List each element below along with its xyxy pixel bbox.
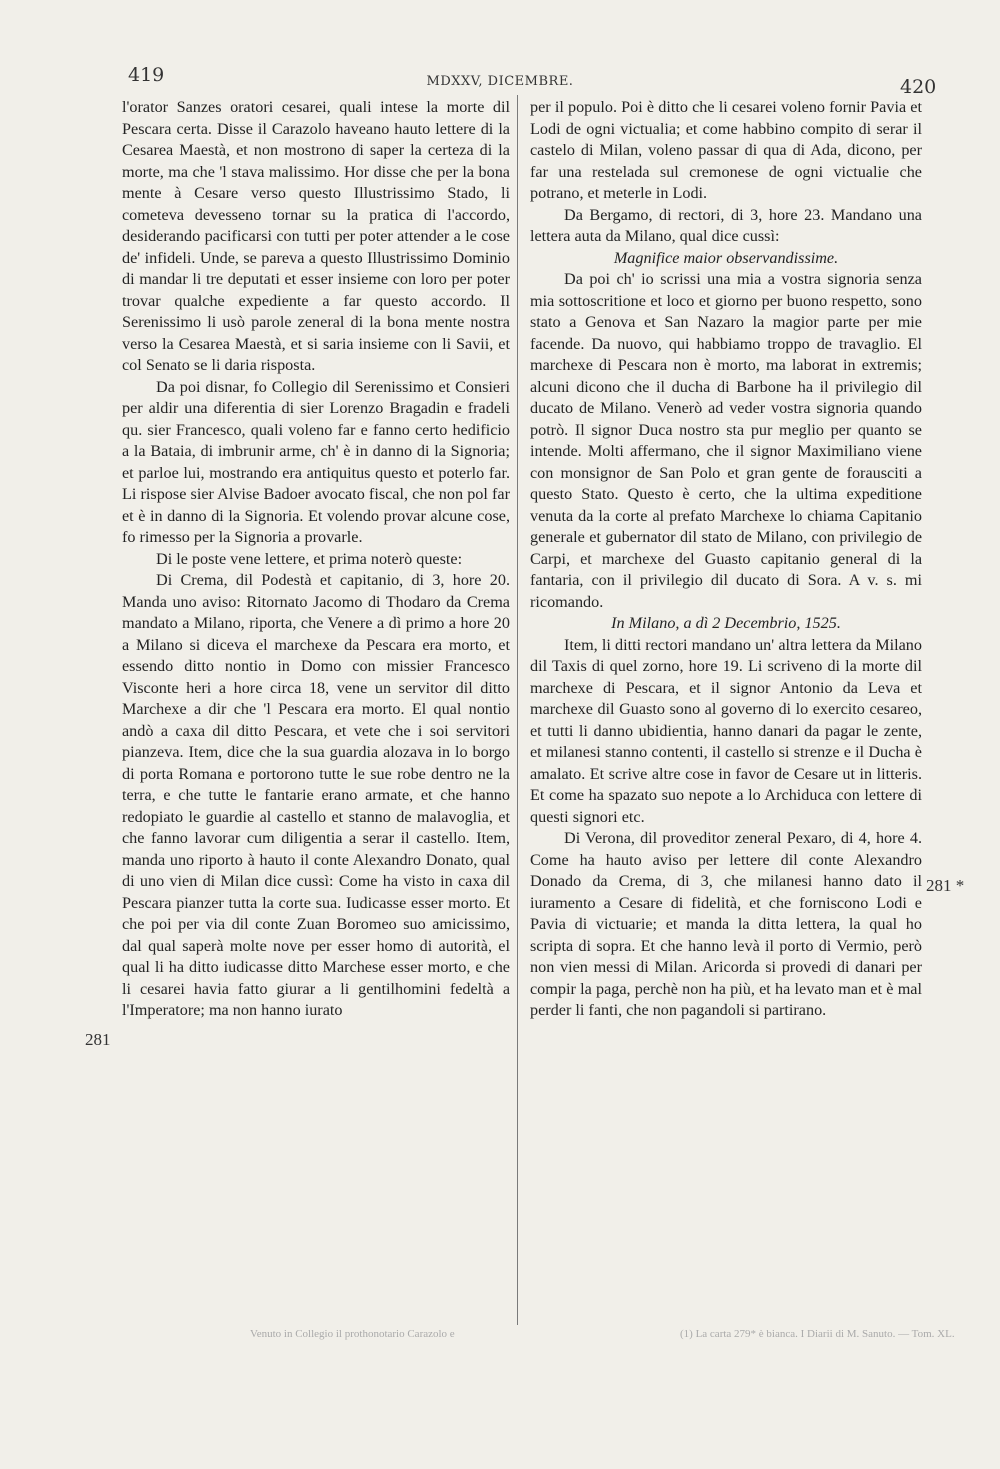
paragraph: l'orator Sanzes oratori cesarei, quali intese la morte dil Pescara certa. Disse il Carazolo haveano hauto lettere di la Cesarea Maestà, et non mostrono di saper la certeza di la morte, ma che 'l stava malissimo. Hor disse che per la bona mente à Cesare verso questo Illustrissimo Stado, li cometeva devesseno tornar su la pratica di l'accordo, desiderando pacificarsi con tutti per poter attender a le cose de' infideli. Unde, se pareva a questo Illustrissimo Dominio di mandar li tre deputati et esser insieme con loro per poter trovar qualche expediente a far questo accordo. Il Serenissimo li usò parole zeneral di la bona mente nostra verso la Cesarea Maestà, et si saria insieme con li Savii, et col Senato se li daria risposta. xyxy=(122,98,510,374)
bleed-through-left: Venuto in Collegio il prothonotario Carazolo e xyxy=(250,1328,455,1340)
column-divider xyxy=(517,95,518,1325)
paragraph: Di le poste vene lettere, et prima noterò queste: xyxy=(156,549,463,568)
paragraph: Da poi disnar, fo Collegio dil Serenissimo et Consieri per aldir una diferentia di sier Lorenzo Bragadin e fradeli qu. sier Francesco, quali voleno far e fanno certo hedificio a la Bataia, di imbrunir arme, ch' è in danno di la Signoria; et parloe lui, mostrando era antiquitus questo et poterlo far. Li rispose sier Alvise Badoer avocato fiscal, che non pol far et è in danno di la Signoria. Et volendo provar alcune cose, fo rimesso per la Signoria a provarle. xyxy=(122,377,510,546)
paragraph: Di Verona, dil proveditor zeneral Pexaro, di 4, hore 4. Come ha hauto aviso per lettere dil conte Alexandro Donado da Crema, di 3, che milanesi hanno dato il iuramento a Cesare di fidelità, et che forniscono Lodi e Pavia di victuarie; et manda la ditta lettera, la qual ho scripta di sopra. Et che hanno levà il porto di Vermio, però non vien messi di Milan. Aricorda si provedi di danari per compir la paga, perchè non ha più, et ha levato man et è mal perder li fanti, che non pagandoli si partirano. xyxy=(530,829,922,1019)
paragraph: Da poi ch' io scrissi una mia a vostra signoria senza mia sottoscritione et loco et giorno per buono respetto, sono stato a Genova et San Nazaro la magior parte per mie facende. Da nuovo, qui habbiamo troppo de travaglio. El marchexe di Pescara non è morto, ma laborat in extremis; alcuni dicono che il ducha di Barbone ha il privilegio dil ducato de Milano. Venerò ad veder vostra signoria quando potrò. Il signor Duca nostro sta pur meglio per quanto se intende. Molti affermano, che il signor Maximiliano viene con monsignor de San Polo et gran gente de forausciti a questo Stato. Questo è certo, che la ultima expeditione venuta da la corte al prefato Marchexe lo chiama Capitanio generale et gubernator dil stato de Milano, con privilegio de Carpi, et marchexe del Guasto capitanio general di la fantaria, con il privilegio dil ducato di Sora. A v. s. mi ricomando. xyxy=(530,270,922,611)
left-page-number: 419 xyxy=(128,64,165,86)
margin-note-left: 281 xyxy=(85,1030,111,1049)
left-column xyxy=(122,97,510,1022)
letter-salutation: Magnifice maior observandissime. xyxy=(613,248,839,267)
right-column xyxy=(530,97,922,1022)
paragraph: Item, li ditti rectori mandano un' altra lettera da Milano dil Taxis di quel zorno, hore 19. Li scriveno di la morte dil marchexe di Pescara, et il signor Antonio da Leva et marchexe dil Guasto sono al governo di lo exercito cesareo, et tutti li danno ubidientia, hanno danari da pagar le zente, et milanesi stanno contenti, il castello si strenze e il Ducha è amalato. Et scrive altre cose in favor de Cesare ut in litteris. Et come ha spazato suo nepote a lo Archiduca con lettere di questi signori etc. xyxy=(530,635,922,826)
paragraph: Di Crema, dil Podestà et capitanio, di 3, hore 20. Manda uno aviso: Ritornato Jacomo di Thodaro da Crema mandato a Milano, riporta, che Venere a dì primo a hore 20 a Milano si diceva el marchexe da Pescara era morto, et essendo ditto nontio in Domo con missier Francesco Visconte heri a hore circa 18, vene un servitor dil ditto Marchexe a dir che 'l Pescara era morto. El qual nontio andò a caxa dil ditto Pescara, et vete che i soi servitori pianzeva. Item, dice che la sua guardia alozava in lo borgo di porta Romana e portorono tutte le sue robe dentro ne la terra, e che tutte le fantarie erano armate, et che hanno redopiato le guardie al castello et stanno de malavoglia, et che fanno lavorar cum diligentia a serar il castello. Item, manda uno riporto à hauto il conte Alexandro Donato, qual di uno vien di Milan dice cussì: Come ha visto in caxa dil Pescara pianzer tutta la corte sua. Iudicasse esser morto. Et che poi per via dil conte Zuan Boromeo suo amicissimo, dal qual saperà molte nove per esser homo di autorità, el qual li ha ditto iudicasse ditto Marchese esser morto, e che li cesarei havia fatto giurar a li gentilhomini fedeltà a l'Imperatore; ma non hanno iurato xyxy=(122,571,510,1019)
bleed-through-right: (1) La carta 279* è bianca. I Diarii di M. Sanuto. — Tom. XL. xyxy=(680,1328,955,1340)
right-page-number: 420 xyxy=(900,76,937,98)
paragraph: Da Bergamo, di rectori, di 3, hore 23. Mandano una lettera auta da Milano, qual dice cussì: xyxy=(530,205,922,245)
margin-note-right: 281 * xyxy=(926,876,965,895)
paragraph: per il populo. Poi è ditto che li cesarei voleno fornir Pavia et Lodi de ogni victualia; et come habbino compito di serar il castelo di Milan, voleno passar di qua di Ada, dicono, per far una restelada sul cremonese de ogni victualie che potrano, et meterle in Lodi. xyxy=(530,98,922,202)
running-title: MDXXV, DICEMBRE. xyxy=(426,74,574,89)
letter-dateline: In Milano, a dì 2 Decembrio, 1525. xyxy=(611,614,841,632)
